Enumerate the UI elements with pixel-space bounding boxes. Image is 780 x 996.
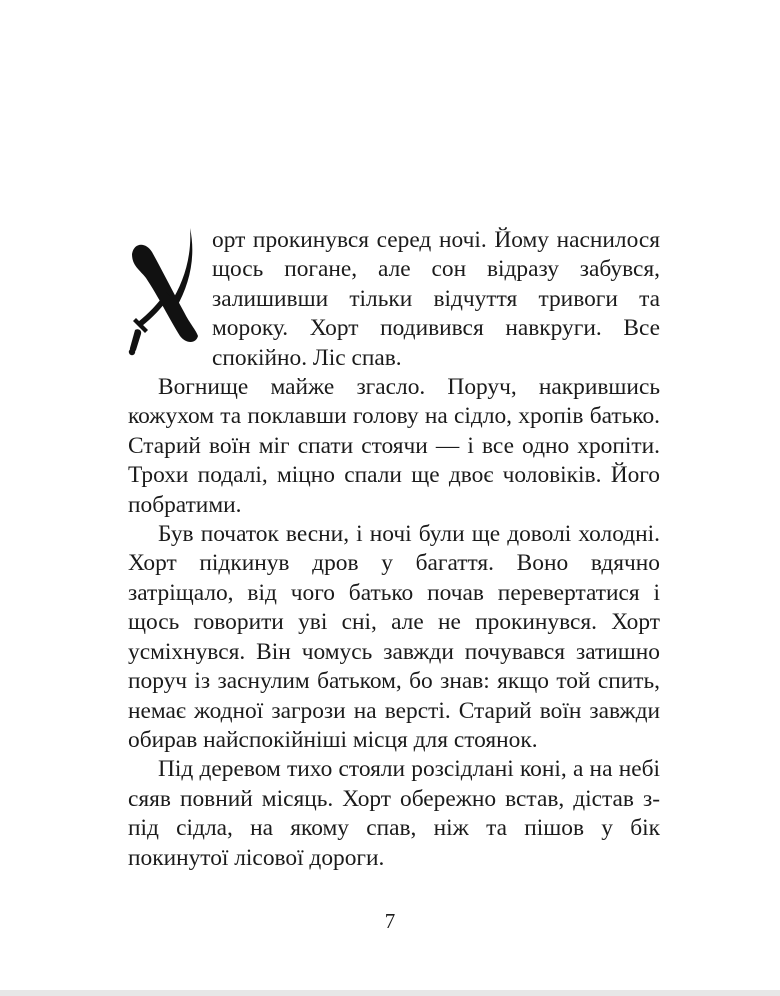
chapter-text [128,226,660,873]
paragraph: орт прокинувся серед ночі. Йому наснилося щось погане, але сон відразу забувся, залишивши тільки відчуття тривоги та мороку. Хорт подивився навкруги. Все спокійно. Ліс спав. [212,227,660,371]
drop-cap [126,226,206,366]
ornamental-sabre-letter-icon [126,226,206,366]
paragraph: Був початок весни, і ночі були ще доволі холодні. Хорт підкинув дров у багаття. Воно вдячно затріщало, від чого батько почав перевертатися і щось говорити уві сні, але не прокинувся. Хорт усміхнувся. Він чомусь завжди почувався затишно поруч із заснулим батьком, бо знав: якщо той спить, немає жодної загрози на версті. Старий воїн завжди обирав найспокійніші місця для стоянок. [128,521,660,753]
paragraph: Під деревом тихо стояли розсідлані коні, а на небі сяяв повний місяць. Хорт обережно встав, дістав з-під сідла, на якому спав, ніж та пішов у бік покинутої лісової дороги. [128,756,660,871]
paragraph: Вогнище майже згасло. Поруч, накрившись кожухом та поклавши голову на сідло, хропів батько. Старий воїн міг спати стоячи — і все одно хропіти. Трохи подалі, міцно спали ще двоє чоловіків. Його побратими. [128,374,660,518]
page-number: 7 [384,909,396,933]
